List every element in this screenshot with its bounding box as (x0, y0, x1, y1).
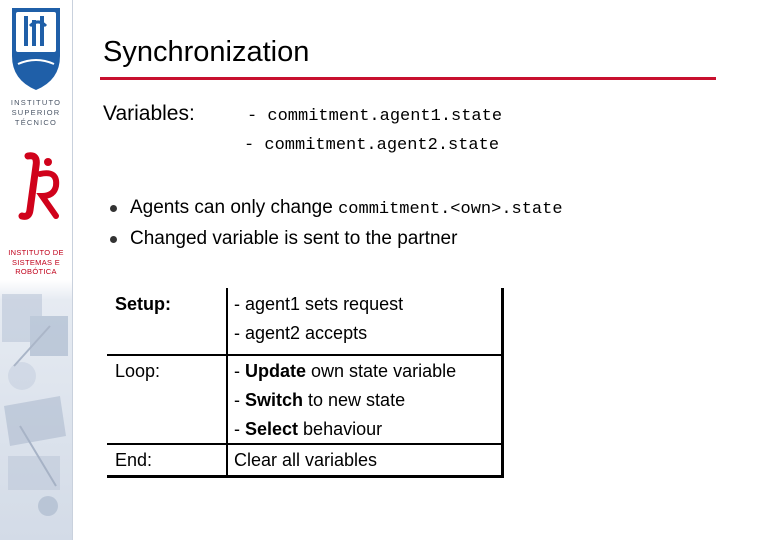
end-text: Clear all variables (234, 450, 378, 470)
title-underline (100, 77, 716, 80)
variable-item: - commitment.agent2.state (244, 136, 500, 155)
ist-name: INSTITUTO SUPERIOR TÉCNICO (10, 98, 62, 127)
branding-sidebar (0, 0, 73, 540)
bullet-text: Agents can only change (130, 197, 339, 218)
loop-line: - Switch to new state (234, 390, 406, 410)
end-label: End: (115, 450, 153, 470)
loop-line: - Update own state variable (234, 361, 457, 381)
isr-name: INSTITUTO DE SISTEMAS E ROBÓTICA (8, 248, 64, 276)
bullet-text: Changed variable is sent to the partner (130, 228, 458, 249)
variables-label: Variables: (103, 102, 195, 125)
table-divider (226, 288, 228, 478)
loop-line: - Select behaviour (234, 419, 383, 439)
bullet-dot-icon (110, 205, 117, 212)
table-divider (107, 354, 501, 356)
bullet-code: commitment.<own>.state (338, 200, 563, 219)
setup-line: - agent1 sets request (234, 294, 404, 314)
ist-logo-icon (8, 6, 64, 92)
loop-label: Loop: (115, 361, 161, 381)
variable-item: - commitment.agent1.state (247, 107, 503, 126)
setup-line: - agent2 accepts (234, 323, 368, 343)
slide-title: Synchronization (103, 36, 310, 68)
setup-label: Setup: (115, 294, 171, 314)
isr-logo-icon (18, 152, 62, 222)
protocol-table (107, 288, 504, 478)
robotics-collage-image (0, 286, 72, 540)
bullet-dot-icon (110, 236, 117, 243)
